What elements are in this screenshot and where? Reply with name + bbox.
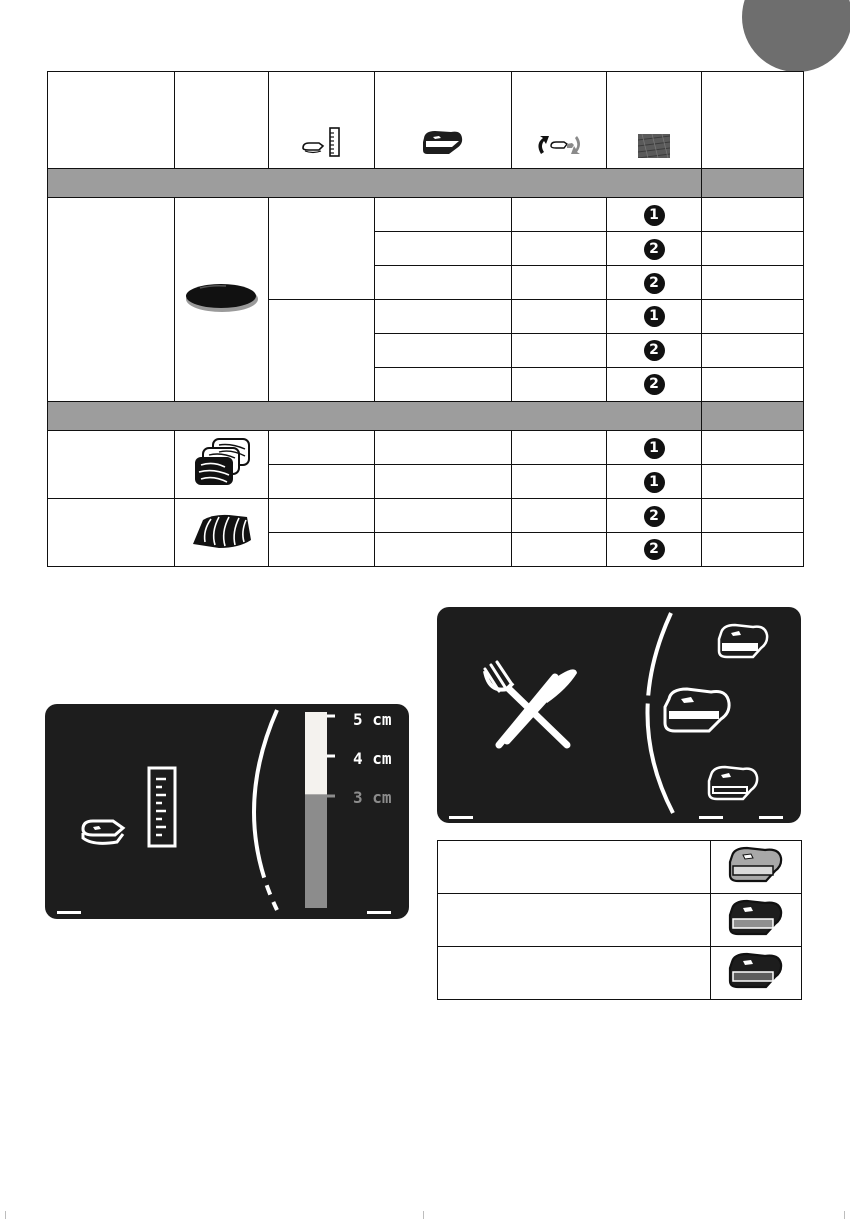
table-cell: [702, 266, 804, 300]
step-indicator: 1: [644, 438, 665, 459]
table-cell: [512, 198, 607, 232]
table-cell: [702, 367, 804, 401]
crop-mark: [5, 1211, 6, 1219]
food-image-cell: [175, 431, 269, 499]
grill-settings-table: [47, 71, 804, 567]
table-cell: [269, 431, 375, 465]
step-indicator: 2: [644, 539, 665, 560]
dial-arc: [254, 710, 277, 910]
table-row: [48, 431, 804, 465]
table-cell: [375, 367, 512, 401]
steak-medium-icon: [665, 689, 729, 731]
legend-row: [438, 894, 802, 947]
food-cell: [48, 198, 175, 401]
table-cell: [375, 299, 512, 333]
table-row: [48, 499, 804, 533]
legend-text-cell: [438, 841, 711, 894]
crop-mark: [844, 1211, 845, 1219]
thickness-ruler-icon: [299, 126, 345, 158]
table-cell: [269, 499, 375, 533]
legend-icon-cell: [711, 841, 802, 894]
indicator-cell: [607, 266, 702, 300]
indicator-cell: [607, 333, 702, 367]
step-indicator: 1: [644, 205, 665, 226]
table-cell: [512, 333, 607, 367]
page-corner-tab: [742, 0, 850, 72]
table-cell: [512, 431, 607, 465]
category-band-row: [48, 401, 804, 431]
table-cell: [702, 299, 804, 333]
thickness-label-4cm: 4 cm: [353, 749, 392, 768]
food-cell: [48, 499, 175, 567]
doneness-legend-table: [437, 840, 802, 1000]
table-cell: [375, 532, 512, 566]
table-header-row: [48, 72, 804, 169]
indicator-cell: [607, 367, 702, 401]
food-cell: [48, 431, 175, 499]
category-band-end: [702, 168, 804, 198]
table-cell: [702, 465, 804, 499]
food-image-cell: [175, 198, 269, 401]
table-cell: [512, 266, 607, 300]
table-cell: [512, 232, 607, 266]
thickness-cell: [269, 299, 375, 401]
legend-icon-cell: [711, 894, 802, 947]
table-cell: [512, 532, 607, 566]
cutlery-icon: [485, 662, 577, 745]
grill-marks-icon: [638, 134, 670, 158]
table-cell: [375, 465, 512, 499]
indicator-cell: [607, 299, 702, 333]
thickness-display: [45, 704, 409, 919]
category-band: [48, 168, 702, 198]
steak-rare-icon: [719, 625, 767, 657]
table-cell: [375, 232, 512, 266]
table-cell: [269, 532, 375, 566]
table-cell: [375, 431, 512, 465]
thickness-cell: [269, 198, 375, 300]
steak-rare-icon: [727, 845, 785, 885]
table-cell: [702, 232, 804, 266]
thickness-label-5cm: 5 cm: [353, 710, 392, 729]
header-cell: [175, 72, 269, 169]
step-indicator: 2: [644, 273, 665, 294]
display-dash-right: [759, 816, 783, 819]
table-cell: [512, 299, 607, 333]
step-indicator: 1: [644, 306, 665, 327]
display-dash-left: [57, 911, 81, 914]
header-cell: [375, 72, 512, 169]
category-band-end: [702, 401, 804, 431]
indicator-cell: [607, 465, 702, 499]
indicator-cell: [607, 499, 702, 533]
table-cell: [269, 465, 375, 499]
header-cell: [607, 72, 702, 169]
display-dash-left: [449, 816, 473, 819]
table-row: [48, 198, 804, 232]
indicator-cell: [607, 198, 702, 232]
legend-row: [438, 947, 802, 1000]
step-indicator: 2: [644, 239, 665, 260]
display-dash-right: [367, 911, 391, 914]
table-cell: [512, 465, 607, 499]
step-indicator: 2: [644, 506, 665, 527]
table-cell: [512, 499, 607, 533]
table-cell: [702, 499, 804, 533]
table-cell: [375, 499, 512, 533]
thickness-label-3cm: 3 cm: [353, 788, 392, 807]
crop-mark: [423, 1211, 424, 1219]
table-cell: [375, 198, 512, 232]
flip-icon: [531, 132, 587, 158]
category-band-row: [48, 168, 804, 198]
burger-patty-icon: [182, 277, 262, 317]
table-cell: [375, 266, 512, 300]
header-cell: [702, 72, 804, 169]
indicator-cell: [607, 532, 702, 566]
category-band: [48, 401, 702, 431]
table-cell: [512, 367, 607, 401]
fish-fillet-icon: [189, 510, 255, 552]
steak-medium-icon: [727, 898, 785, 938]
legend-row: [438, 841, 802, 894]
header-cell: [269, 72, 375, 169]
food-image-cell: [175, 499, 269, 567]
table-cell: [702, 532, 804, 566]
header-cell: [512, 72, 607, 169]
legend-text-cell: [438, 894, 711, 947]
table-cell: [702, 431, 804, 465]
indicator-cell: [607, 232, 702, 266]
indicator-cell: [607, 431, 702, 465]
legend-text-cell: [438, 947, 711, 1000]
header-cell: [48, 72, 175, 169]
legend-icon-cell: [711, 947, 802, 1000]
doneness-display: [437, 607, 801, 823]
steak-icon: [419, 128, 467, 158]
steak-well-done-icon: [709, 767, 757, 799]
step-indicator: 2: [644, 374, 665, 395]
thickness-ruler-icon: [83, 768, 175, 846]
display-dash-mid: [699, 816, 723, 819]
level-bar-fill: [305, 794, 327, 908]
step-indicator: 1: [644, 472, 665, 493]
table-cell: [702, 333, 804, 367]
table-cell: [702, 198, 804, 232]
steak-well-done-icon: [727, 951, 785, 991]
table-cell: [375, 333, 512, 367]
salmon-steaks-icon: [191, 435, 253, 491]
step-indicator: 2: [644, 340, 665, 361]
